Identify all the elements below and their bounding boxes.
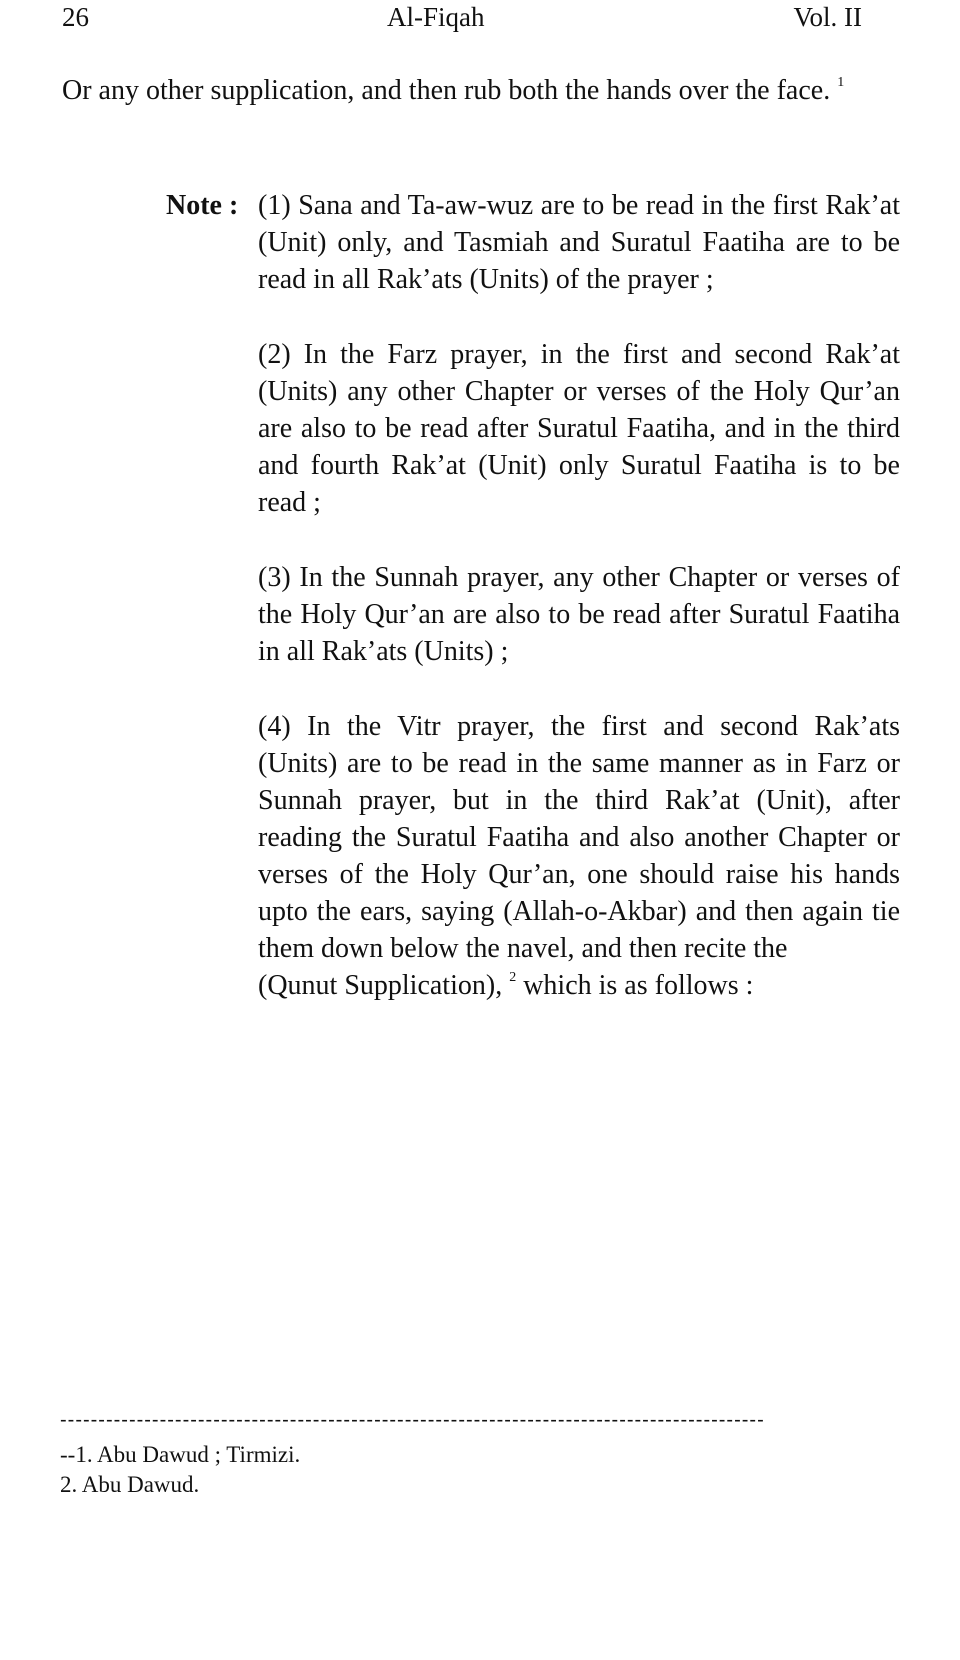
footnote-separator: -------------------------------------------------------------------------------------------- [60,1410,765,1430]
note-label: Note : [166,190,239,221]
intro-text: Or any other supplication, and then rub both the hands over the face. [62,75,831,106]
footnote-1: --1. Abu Dawud ; Tirmizi. [60,1442,301,1467]
note-item-1: (1) Sana and Ta-aw-wuz are to be read in the first Rak’at (Unit) only, and Tasmiah and Suratul Faatiha are to be read in all Rak’ats (Units) of the prayer ; [258,190,900,295]
note-item-4-last-line-end: which is as follows : [523,970,754,1001]
page-header [62,2,862,42]
note-item-3: (3) In the Sunnah prayer, any other Chapter or verses of the Holy Qur’an are also to be read after Suratul Faatiha in all Rak’ats (Units) ; [258,562,900,667]
volume-label: Vol. II [793,2,862,32]
page-number: 26 [62,2,89,32]
note-item-4-last-line: (Qunut Supplication), [258,970,503,1001]
note-item-2: (2) In the Farz prayer, in the first and second Rak’at (Units) any other Chapter or verses of the Holy Qur’an are also to be read after Suratul Faatiha, and in the third and fourth Rak’at (Unit) only Suratul Faatiha is to be read ; [258,339,900,518]
footnote-ref-2: 2 [509,970,517,985]
note-item-4 [258,708,900,1004]
intro-paragraph [62,72,900,110]
note-list [258,187,900,1042]
footnotes [60,1440,860,1500]
footnote-ref-1: 1 [837,75,845,90]
book-title: Al-Fiqah [387,2,485,32]
note-item-4-text: (4) In the Vitr prayer, the first and second Rak’ats (Units) are to be read in the same manner as in Farz or Sunnah prayer, but in the third Rak’at (Unit), after reading the Suratul Faatiha and also another Chapter or verses of the Holy Qur’an, one should raise his hands upto the ears, saying (Allah-o-Akbar) and then again tie them down below the navel, and then recite the [258,711,900,964]
footnote-2: 2. Abu Dawud. [60,1472,200,1497]
